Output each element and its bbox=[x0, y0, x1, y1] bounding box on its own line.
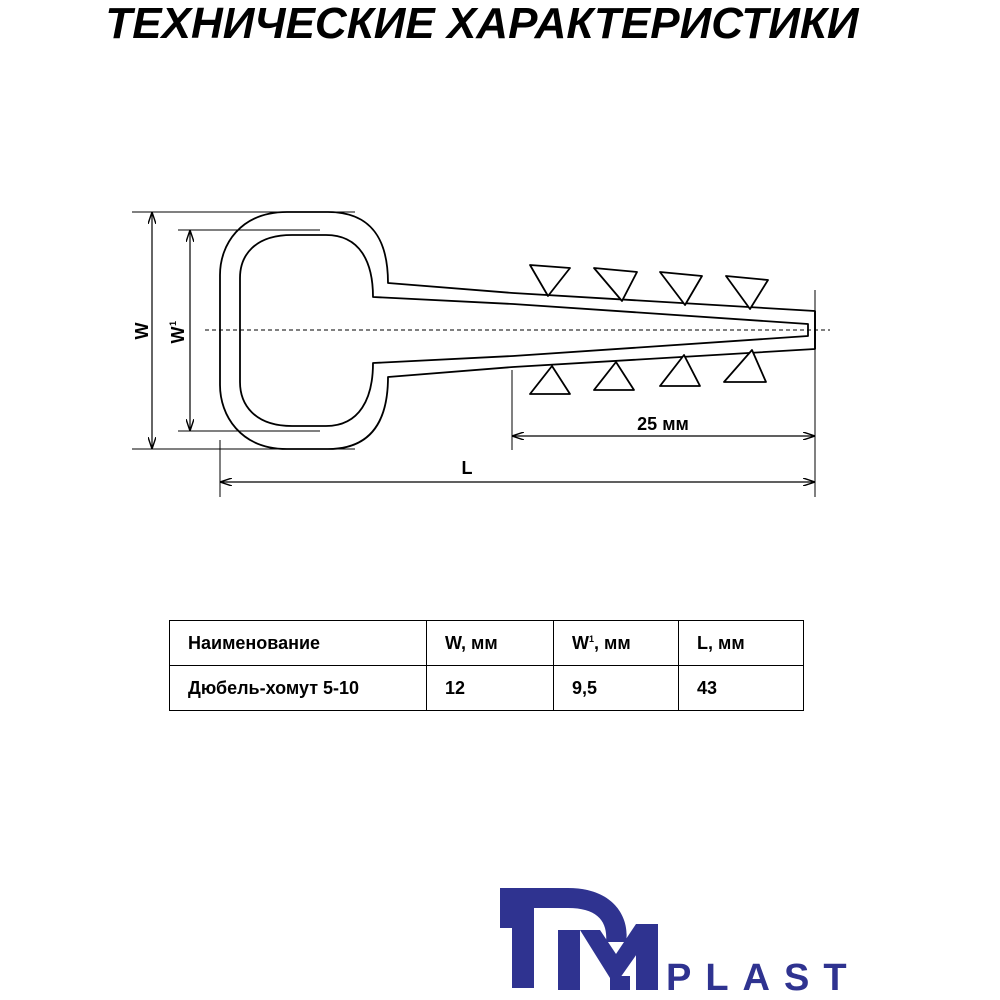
ribs-bottom bbox=[530, 350, 766, 394]
table-header-row bbox=[170, 621, 804, 666]
logo-text: PLAST bbox=[666, 957, 861, 999]
rib bbox=[660, 272, 702, 305]
rib bbox=[530, 265, 570, 296]
w1-label-group bbox=[168, 321, 188, 344]
spec-table bbox=[169, 620, 804, 711]
ribs-top bbox=[530, 265, 768, 309]
cell-w1: 9,5 bbox=[554, 666, 679, 711]
cell-w: 12 bbox=[427, 666, 554, 711]
rib-length-label: 25 мм bbox=[637, 414, 689, 434]
header-l: L, мм bbox=[679, 621, 804, 666]
header-w1-letter: W bbox=[572, 632, 589, 653]
cell-name: Дюбель-хомут 5-10 bbox=[170, 666, 427, 711]
rib bbox=[726, 276, 768, 309]
rib bbox=[594, 362, 634, 390]
page-title-text: ТЕХНИЧЕСКИЕ ХАРАКТЕРИСТИКИ bbox=[105, 0, 859, 48]
header-w: W, мм bbox=[427, 621, 554, 666]
length-label: L bbox=[461, 458, 473, 478]
w-label: W bbox=[132, 322, 152, 340]
w1-label: W bbox=[168, 326, 188, 344]
header-w1-superscript: 1 bbox=[589, 633, 595, 644]
header-w1 bbox=[554, 621, 679, 666]
rib bbox=[530, 366, 570, 394]
rib bbox=[660, 355, 700, 386]
header-name: Наименование bbox=[170, 621, 427, 666]
cell-l: 43 bbox=[679, 666, 804, 711]
dm-plast-logo bbox=[498, 880, 868, 1000]
w1-label-superscript: 1 bbox=[168, 320, 178, 326]
logo-monogram bbox=[500, 888, 658, 990]
header-w1-unit: , мм bbox=[594, 632, 631, 653]
rib bbox=[594, 268, 637, 301]
table-row bbox=[170, 666, 804, 711]
